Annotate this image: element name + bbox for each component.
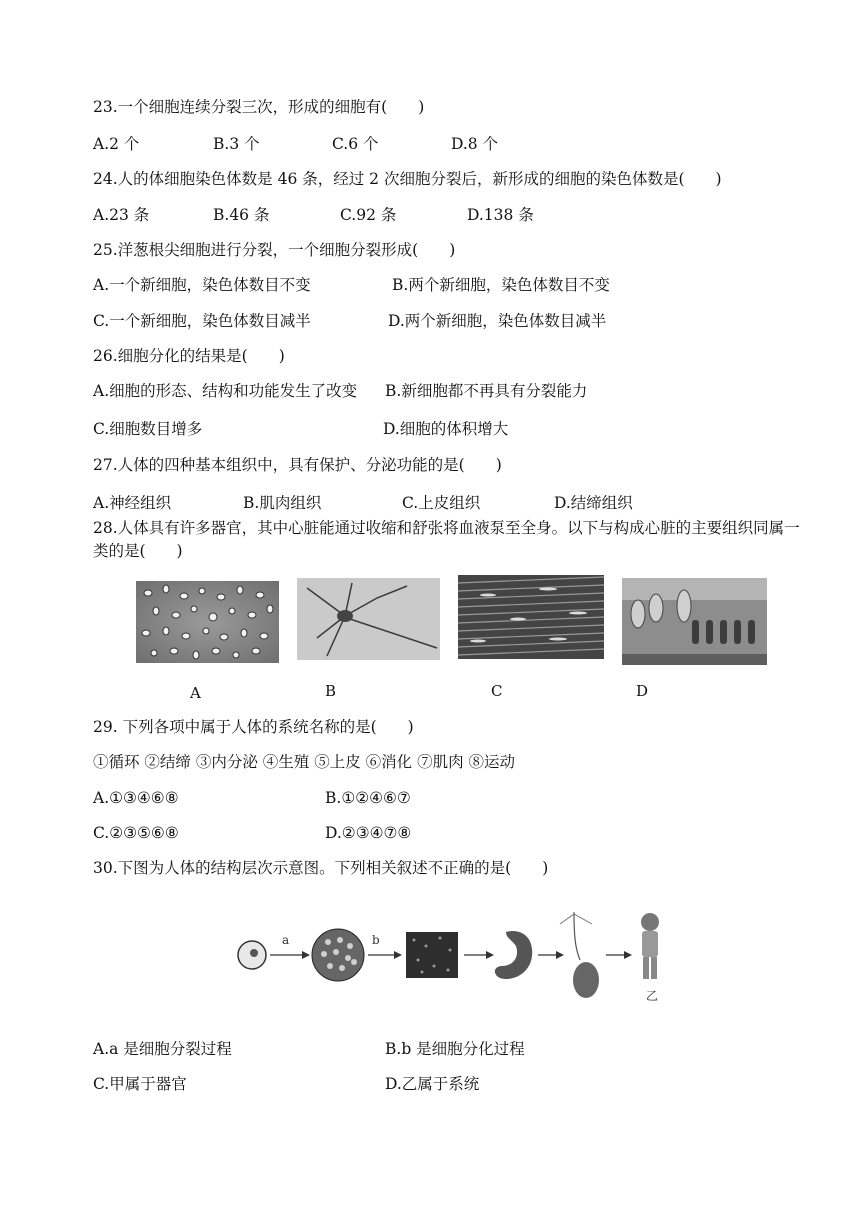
q24-option-c: C.92 条 — [340, 206, 397, 224]
q25-option-c: C.一个新细胞，染色体数目减半 — [93, 312, 311, 330]
arrow-b-label: b — [372, 933, 380, 947]
q29-option-c: C.②③⑤⑥⑧ — [93, 824, 179, 842]
question-24-stem: 24.人的体细胞染色体数是 46 条，经过 2 次细胞分裂后，新形成的细胞的染色体数是( ) — [93, 170, 722, 188]
q27-option-c: C.上皮组织 — [402, 494, 481, 512]
structure-level-diagram — [230, 900, 670, 1020]
question-26-stem: 26.细胞分化的结果是( ) — [93, 347, 285, 365]
q26-option-c: C.细胞数目增多 — [93, 420, 203, 438]
q25-option-b: B.两个新细胞，染色体数目不变 — [392, 276, 610, 294]
q30-option-c: C.甲属于器官 — [93, 1075, 187, 1093]
tissue-image-d — [622, 578, 767, 665]
image-label-d: D — [636, 682, 649, 700]
image-label-c: C — [491, 682, 503, 700]
question-28-stem: 28.人体具有许多器官，其中心脏能通过收缩和舒张将血液泵至全身。以下与构成心脏的主要组织同属一类的是( ) — [93, 519, 800, 560]
image-label-b: B — [325, 682, 337, 700]
q29-option-b: B.①②④⑥⑦ — [325, 789, 411, 807]
cell-cluster-image — [312, 929, 364, 981]
q29-option-a: A.①③④⑥⑧ — [93, 789, 179, 807]
question-30-stem: 30.下图为人体的结构层次示意图。下列相关叙述不正确的是( ) — [93, 859, 549, 877]
q26-option-b: B.新细胞都不再具有分裂能力 — [385, 382, 588, 400]
question-27-stem: 27.人体的四种基本组织中，具有保护、分泌功能的是( ) — [93, 456, 502, 474]
q29-items: ①循环 ②结缔 ③内分泌 ④生殖 ⑤上皮 ⑥消化 ⑦肌肉 ⑧运动 — [93, 753, 515, 771]
arrow-a-label: a — [282, 933, 290, 947]
q30-option-d: D.乙属于系统 — [385, 1075, 480, 1093]
q23-option-c: C.6 个 — [332, 135, 379, 153]
q30-option-b: B.b 是细胞分化过程 — [385, 1040, 525, 1058]
label-yi: 乙 — [646, 989, 659, 1003]
q29-option-d: D.②③④⑦⑧ — [325, 824, 412, 842]
digestive-system-image — [573, 962, 599, 998]
question-29-stem: 29. 下列各项中属于人体的系统名称的是( ) — [93, 718, 414, 736]
q26-option-a: A.细胞的形态、结构和功能发生了改变 — [93, 382, 358, 400]
tissue-image-c — [458, 575, 604, 659]
question-23-stem: 23.一个细胞连续分裂三次，形成的细胞有( ) — [93, 98, 425, 116]
q30-option-a: A.a 是细胞分裂过程 — [93, 1040, 232, 1058]
q23-option-d: D.8 个 — [451, 135, 499, 153]
q23-option-a: A.2 个 — [93, 135, 140, 153]
tissue-image-b — [297, 578, 440, 660]
q24-option-b: B.46 条 — [213, 206, 270, 224]
q24-option-d: D.138 条 — [467, 206, 534, 224]
q27-option-d: D.结缔组织 — [554, 494, 633, 512]
image-label-a: A — [190, 684, 201, 702]
q27-option-a: A.神经组织 — [93, 494, 172, 512]
tissue-image-a — [136, 581, 279, 663]
q23-option-b: B.3 个 — [213, 135, 260, 153]
person-image — [641, 913, 659, 931]
q25-option-a: A.一个新细胞，染色体数目不变 — [93, 276, 311, 294]
question-25-stem: 25.洋葱根尖细胞进行分裂，一个细胞分裂形成( ) — [93, 241, 456, 259]
q27-option-b: B.肌肉组织 — [243, 494, 322, 512]
q26-option-d: D.细胞的体积增大 — [383, 420, 509, 438]
stomach-image — [495, 931, 532, 979]
q25-option-d: D.两个新细胞，染色体数目减半 — [388, 312, 607, 330]
q24-option-a: A.23 条 — [93, 206, 150, 224]
